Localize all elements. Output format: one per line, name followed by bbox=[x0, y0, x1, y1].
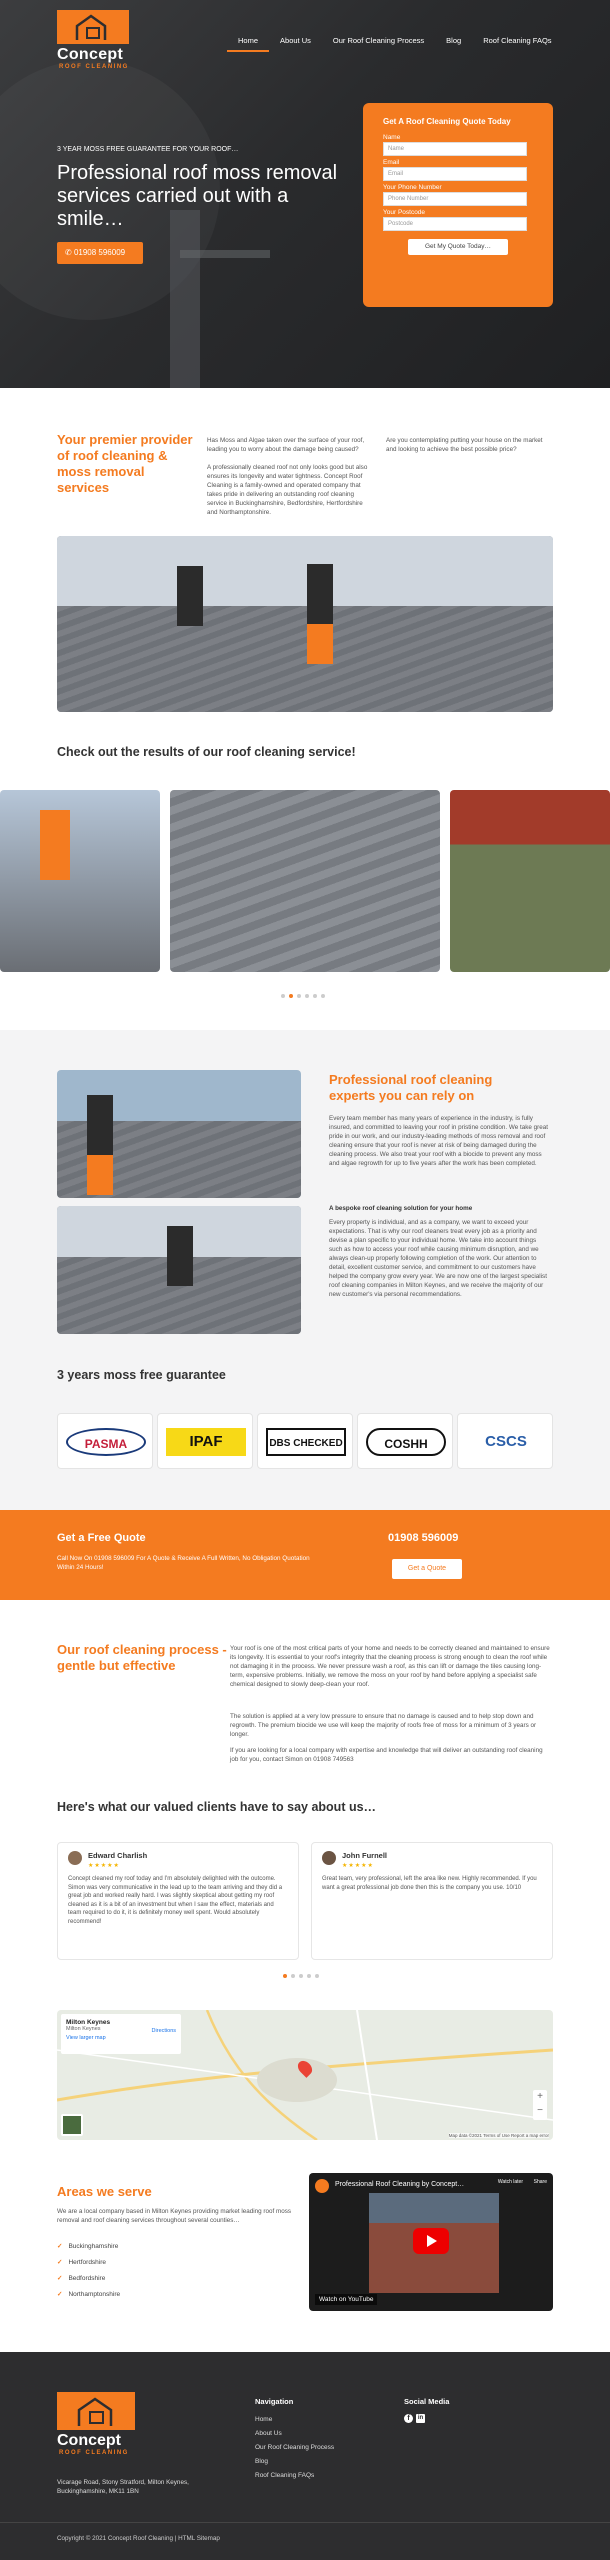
check-icon: ✓ bbox=[57, 2243, 63, 2250]
watch-on-youtube[interactable]: Watch on YouTube bbox=[315, 2294, 377, 2305]
band-title: Get a Free Quote bbox=[57, 1532, 146, 1544]
google-map[interactable] bbox=[57, 2010, 553, 2140]
reviewer-name: John Furnell bbox=[342, 1851, 387, 1860]
process-p3: If you are looking for a local company with expertise and knowledge that will deliver an outstanding roof cleaning job for you, contact Simon on 01908 749563 bbox=[230, 1747, 543, 1763]
ipaf-logo: IPAF bbox=[157, 1413, 253, 1469]
star-rating: ★★★★★ bbox=[342, 1863, 374, 1869]
roof-cleaning-photo bbox=[57, 536, 553, 712]
map-larger-link[interactable]: View larger map bbox=[66, 2035, 106, 2041]
hero-phone-button[interactable] bbox=[57, 242, 143, 264]
area-item: ✓ Northamptonshire bbox=[57, 2291, 121, 2298]
process-heading: Our roof cleaning process - gentle but effective bbox=[57, 1642, 227, 1673]
intro-heading: Your premier provider of roof cleaning & moss removal services bbox=[57, 432, 193, 495]
footer-link-about[interactable]: About Us bbox=[255, 2430, 282, 2437]
avatar bbox=[68, 1851, 82, 1865]
intro-col1 bbox=[207, 436, 372, 517]
nav-about-us[interactable]: About Us bbox=[280, 36, 311, 45]
play-icon bbox=[427, 2235, 437, 2247]
linkedin-icon[interactable]: in bbox=[417, 2415, 424, 2421]
results-title: Check out the results of our roof cleaning service! bbox=[57, 745, 356, 759]
quote-form-title: Get A Roof Cleaning Quote Today bbox=[383, 117, 511, 126]
footer-link-faqs[interactable]: Roof Cleaning FAQs bbox=[255, 2472, 315, 2479]
footer-logo-name: Concept bbox=[57, 2432, 121, 2449]
intro-col1-p2: A professionally cleaned roof not only looks good but also ensures its longevity and water tightness. Concept Roof Cleaning is a family-owned and operated company that takes pride in delivering an outstanding roof cleaning service in Buckinghamshire, Bedfordshire, Hertfordshire and Northamptonshire. bbox=[207, 464, 368, 516]
results-slide[interactable] bbox=[170, 790, 440, 972]
map-place: Milton Keynes bbox=[66, 2019, 111, 2026]
experts-p1: Every team member has many years of experience in the industry, is fully insured, and committed to leaving your roof in pristine condition. We take great pride in our work, and our industry-leading methods of moss removal and roof cleaning ensure that your roof is never at risk of being damaged during the cleaning process. We also treat your roof with a biocide to prevent any moss and algae regrowth for up to five years after the work has been completed. bbox=[329, 1115, 548, 1167]
video-title: Professional Roof Cleaning by Concept… bbox=[335, 2181, 465, 2188]
expert-photo-2 bbox=[57, 1206, 301, 1334]
main-nav bbox=[227, 36, 563, 52]
review-text: Concept cleaned my roof today and I'm absolutely delighted with the outcome. Simon was very communicative in the lead up to the team arriving and they did a great job and worked really hard. I was slightly skeptical about getting my roof cleaned as it is a bit of an investment but when I saw the effect, materials and team required to do it, it is definitely money well spent. Would absolutely recommend! bbox=[68, 1876, 283, 1925]
facebook-icon[interactable]: f bbox=[404, 2414, 413, 2423]
hero-section bbox=[0, 0, 610, 388]
cscs-logo: CSCS bbox=[457, 1413, 553, 1469]
nav-faqs[interactable]: Roof Cleaning FAQs bbox=[483, 36, 552, 45]
footer-social-title: Social Media bbox=[404, 2397, 450, 2406]
footer-link-blog[interactable]: Blog bbox=[255, 2458, 269, 2465]
check-icon: ✓ bbox=[57, 2259, 63, 2266]
nav-blog[interactable]: Blog bbox=[446, 36, 462, 45]
check-icon: ✓ bbox=[57, 2275, 63, 2282]
areas-heading: Areas we serve bbox=[57, 2184, 152, 2199]
experts-heading: Professional roof cleaning experts you can rely on bbox=[329, 1072, 493, 1103]
map-sub: Milton Keynes bbox=[66, 2026, 101, 2032]
phone-input[interactable]: Phone Number bbox=[383, 192, 527, 206]
footer-logo-tagline: ROOF CLEANING bbox=[59, 2450, 129, 2456]
experts-subheading: A bespoke roof cleaning solution for your home bbox=[329, 1205, 473, 1212]
hero-ladder-rung bbox=[180, 250, 270, 258]
footer-logo-icon bbox=[57, 2392, 135, 2430]
logo-name: Concept bbox=[57, 46, 124, 63]
logo-house-icon bbox=[57, 10, 129, 44]
map-zoom-controls[interactable]: + − bbox=[533, 2090, 547, 2120]
footer-address: Vicarage Road, Stony Stratford, Milton Keynes, Buckinghamshire, MK11 1BN bbox=[57, 2479, 189, 2495]
experts-p2: Every property is individual, and as a company, we want to exceed your expectations. That is why our roof cleaners treat every job as a priority and devise a plan specific to your individual home. We take into account things such as how to access your roof while causing minimum disruption, and we always clean-up properly following completion of the work. Our attention to detail, excellent customer service, and commitment to our customers have helped the company grow every year. We are now one of the largest specialist roof cleaning companies in Milton Keynes, and we receive the majority of our new customer's via personal recommendations. bbox=[329, 1219, 547, 1298]
dbs-checked-logo: DBS CHECKED bbox=[257, 1413, 353, 1469]
hero-headline: Professional roof moss removal services carried out with a smile… bbox=[57, 162, 338, 230]
site-footer bbox=[0, 2352, 610, 2560]
channel-avatar bbox=[315, 2179, 329, 2193]
quote-submit-button[interactable]: Get My Quote Today… bbox=[408, 239, 508, 255]
footer-link-home[interactable]: Home bbox=[255, 2416, 273, 2423]
worker-figure bbox=[307, 564, 333, 624]
coshh-logo: COSHH bbox=[357, 1413, 453, 1469]
name-input[interactable]: Name bbox=[383, 142, 527, 156]
area-item: ✓ Bedfordshire bbox=[57, 2275, 106, 2282]
hero-tagline: 3 YEAR MOSS FREE GUARANTEE FOR YOUR ROOF… bbox=[57, 146, 239, 153]
results-slide[interactable] bbox=[450, 790, 610, 972]
process-p1: Your roof is one of the most critical parts of your home and needs to be correctly cleaned and maintained to ensure its longevity. It is essential to your roof's integrity that the cleaning process is strong enough to clean the roof while not damaging it in the process. We never pressure wash a roof, as this can lift or damage the tiles causing long-term, expensive problems. Initially, we remove the moss on your roof by hand before applying a specialist safe chemical designed to slowly deep-clean your roof. bbox=[230, 1645, 550, 1688]
process-p2: The solution is applied at a very low pressure to ensure that no damage is caused and to help stop down and regrowth. The premium biocide we use will keep the majority of roofs free of moss for a minimum of 3 years or longer. bbox=[230, 1713, 537, 1738]
worker-figure bbox=[177, 566, 203, 626]
map-attribution: Map data ©2021 Terms of Use Report a map error bbox=[448, 2133, 549, 2138]
youtube-video[interactable] bbox=[309, 2173, 553, 2311]
site-logo[interactable] bbox=[57, 10, 137, 72]
areas-text: We are a local company based in Milton Keynes providing market leading roof moss removal and roof cleaning services throughout several counties… bbox=[57, 2208, 292, 2224]
expert-photo-1 bbox=[57, 1070, 301, 1198]
star-rating: ★★★★★ bbox=[88, 1863, 120, 1869]
postcode-label: Your Postcode bbox=[383, 209, 426, 216]
free-quote-band bbox=[0, 1510, 610, 1600]
phone-icon: ✆ bbox=[65, 248, 74, 257]
pasma-logo: PASMA bbox=[57, 1413, 153, 1469]
footer-nav-title: Navigation bbox=[255, 2397, 294, 2406]
map-info-card bbox=[61, 2014, 181, 2054]
phone-label: Your Phone Number bbox=[383, 184, 442, 191]
copyright: Copyright © 2021 Concept Roof Cleaning | HTML Sitemap bbox=[57, 2535, 220, 2542]
share-button[interactable]: Share bbox=[533, 2179, 547, 2185]
intro-col2: Are you contemplating putting your house on the market and looking to achieve the best possible price? bbox=[386, 437, 543, 453]
reviewer-name: Edward Charlish bbox=[88, 1851, 148, 1860]
footer-link-process[interactable]: Our Roof Cleaning Process bbox=[255, 2444, 335, 2451]
footer-logo[interactable] bbox=[57, 2392, 139, 2462]
band-phone[interactable]: 01908 596009 bbox=[388, 1532, 459, 1544]
postcode-input[interactable]: Postcode bbox=[383, 217, 527, 231]
hero-ladder-shape bbox=[170, 210, 200, 388]
area-item: ✓ Buckinghamshire bbox=[57, 2243, 119, 2250]
guarantee-title: 3 years moss free guarantee bbox=[57, 1368, 226, 1382]
map-directions-link[interactable]: Directions bbox=[151, 2028, 176, 2034]
map-satellite-toggle[interactable] bbox=[61, 2114, 83, 2136]
logo-tagline: ROOF CLEANING bbox=[59, 64, 129, 70]
footer-divider bbox=[0, 2522, 610, 2523]
area-item: ✓ Hertfordshire bbox=[57, 2259, 107, 2266]
nav-process[interactable]: Our Roof Cleaning Process bbox=[332, 36, 425, 45]
check-icon: ✓ bbox=[57, 2291, 63, 2298]
reviews-carousel-dots[interactable] bbox=[283, 1974, 319, 1978]
name-label: Name bbox=[383, 134, 401, 141]
hero-phone-number: 01908 596009 bbox=[73, 248, 126, 257]
band-text: Call Now On 01908 596009 For A Quote & Receive A Full Written, No Obligation Quotation Within 24 Hours! bbox=[57, 1555, 310, 1571]
results-carousel-dots[interactable] bbox=[281, 994, 325, 998]
reviews-title: Here's what our valued clients have to say about us… bbox=[57, 1800, 377, 1814]
email-input[interactable]: Email bbox=[383, 167, 527, 181]
nav-home[interactable]: Home bbox=[227, 36, 269, 52]
review-card bbox=[311, 1842, 553, 1960]
play-button[interactable] bbox=[413, 2228, 449, 2254]
intro-col1-p1: Has Moss and Algae taken over the surface of your roof, leading you to worry about the damage being caused? bbox=[207, 437, 365, 453]
results-slide[interactable] bbox=[0, 790, 160, 972]
review-card bbox=[57, 1842, 299, 1960]
get-quote-button[interactable]: Get a Quote bbox=[392, 1559, 462, 1579]
avatar bbox=[322, 1851, 336, 1865]
review-text: Great team, very professional, left the area like new. Highly recommended. If you want a great professional job done then this is the company you use. 10/10 bbox=[322, 1876, 537, 1891]
watch-later-button[interactable]: Watch later bbox=[497, 2179, 523, 2185]
quote-form bbox=[363, 103, 553, 307]
email-label: Email bbox=[383, 159, 400, 166]
